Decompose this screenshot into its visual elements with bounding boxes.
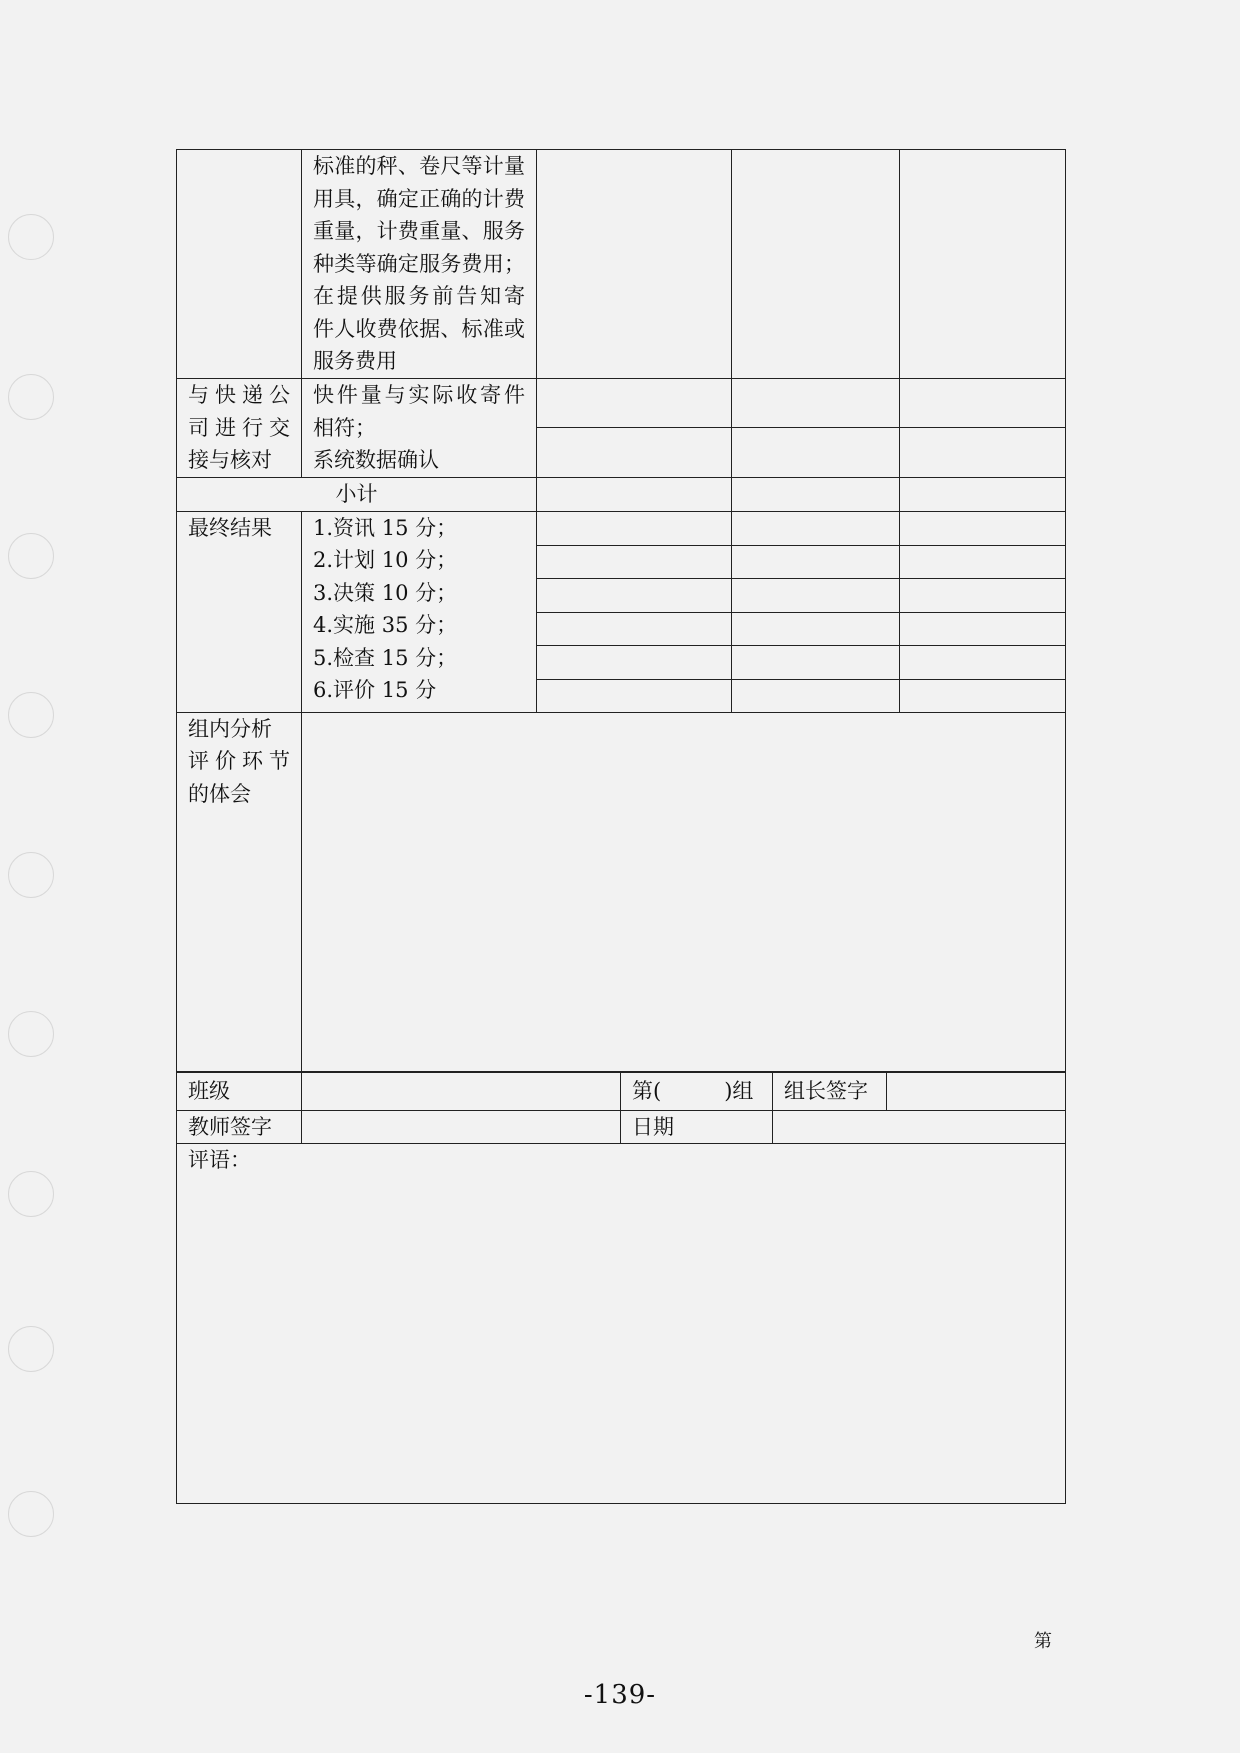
binder-hole — [8, 852, 54, 898]
item-label-line: 与快递公 — [188, 383, 290, 407]
criteria-line: 种类等确定服务费用； — [313, 251, 525, 276]
criteria-line: 重量，计费重量、服务 — [313, 219, 525, 243]
criteria-line: 系统数据确认 — [313, 448, 439, 472]
score-cell[interactable] — [537, 679, 732, 712]
page-number: -139- — [583, 1680, 657, 1710]
table-row — [177, 150, 1066, 379]
date-field[interactable] — [773, 1111, 1066, 1144]
final-items-cell — [302, 511, 537, 712]
final-item: 3.决策 10 分； — [313, 580, 458, 605]
final-item: 1.资讯 15 分； — [313, 515, 458, 540]
score-cell[interactable] — [732, 545, 900, 578]
reflection-label-line: 评价环节 — [188, 749, 290, 773]
binder-hole — [8, 1326, 54, 1372]
score-cell[interactable] — [537, 379, 732, 428]
score-cell[interactable] — [537, 578, 732, 612]
item-label-line: 司进行交 — [188, 415, 290, 440]
empty-cell[interactable] — [177, 150, 302, 379]
leader-sign-field[interactable] — [887, 1072, 1066, 1111]
final-item: 6.评价 15 分 — [313, 678, 437, 702]
binder-hole — [8, 533, 54, 579]
reflection-label-line: 组内分析 — [188, 716, 272, 741]
binder-hole — [8, 374, 54, 420]
criteria-line: 服务费用 — [313, 349, 397, 373]
comment-label: 评语： — [188, 1148, 251, 1172]
criteria-line: 件人收费依据、标准或 — [313, 316, 525, 341]
score-cell[interactable] — [537, 150, 732, 379]
criteria-cell — [302, 379, 537, 478]
comment-area[interactable] — [177, 1144, 1066, 1504]
score-cell[interactable] — [732, 679, 900, 712]
date-label: 日期 — [621, 1111, 773, 1144]
binder-hole — [8, 692, 54, 738]
table-row — [177, 1111, 1066, 1144]
reflection-label — [177, 712, 302, 1072]
item-label-line: 接与核对 — [188, 448, 272, 472]
binder-hole — [8, 1491, 54, 1537]
final-item: 4.实施 35 分； — [313, 613, 458, 637]
score-cell[interactable] — [537, 545, 732, 578]
criteria-line: 相符； — [313, 415, 376, 440]
reflection-input-area[interactable] — [302, 712, 1066, 1072]
score-cell[interactable] — [900, 379, 1066, 428]
score-cell[interactable] — [900, 545, 1066, 578]
final-item: 2.计划 10 分； — [313, 548, 458, 572]
score-cell[interactable] — [537, 645, 732, 679]
criteria-line: 标准的秤、卷尺等计量 — [313, 154, 525, 178]
binder-hole — [8, 1011, 54, 1057]
score-cell[interactable] — [900, 578, 1066, 612]
score-cell[interactable] — [537, 511, 732, 545]
score-cell[interactable] — [732, 150, 900, 379]
binder-hole — [8, 214, 54, 260]
table-row — [177, 1072, 1066, 1111]
comment-row — [177, 1144, 1066, 1504]
criteria-line: 在提供服务前告知寄 — [313, 284, 525, 308]
score-cell[interactable] — [900, 679, 1066, 712]
teacher-sign-label: 教师签字 — [177, 1111, 302, 1144]
group-number-field[interactable]: 第( )组 — [621, 1072, 773, 1111]
score-cell[interactable] — [900, 612, 1066, 645]
score-cell[interactable] — [732, 578, 900, 612]
subtotal-label: 小计 — [177, 478, 537, 512]
criteria-line: 快件量与实际收寄件 — [313, 383, 525, 407]
table-row — [177, 379, 1066, 428]
criteria-line: 用具，确定正确的计费 — [313, 186, 525, 211]
score-cell[interactable] — [537, 428, 732, 478]
item-label-cell — [177, 379, 302, 478]
score-cell[interactable] — [732, 379, 900, 428]
final-item: 5.检查 15 分； — [313, 645, 458, 670]
score-cell[interactable] — [900, 511, 1066, 545]
subtotal-row — [177, 478, 1066, 512]
page-corner-text: 第 — [1034, 1631, 1052, 1652]
score-cell[interactable] — [732, 511, 900, 545]
score-cell[interactable] — [732, 428, 900, 478]
reflection-row — [177, 712, 1066, 1072]
score-cell[interactable] — [900, 428, 1066, 478]
score-cell[interactable] — [900, 478, 1066, 512]
class-field[interactable] — [302, 1072, 621, 1111]
score-cell[interactable] — [537, 612, 732, 645]
score-cell[interactable] — [732, 612, 900, 645]
leader-sign-label: 组长签字 — [773, 1072, 887, 1111]
teacher-sign-field[interactable] — [302, 1111, 621, 1144]
criteria-cell — [302, 150, 537, 379]
reflection-label-line: 的体会 — [188, 781, 251, 806]
score-cell[interactable] — [900, 150, 1066, 379]
table-row — [177, 511, 1066, 545]
score-cell[interactable] — [732, 645, 900, 679]
evaluation-table — [176, 149, 1066, 1073]
final-result-label: 最终结果 — [177, 511, 302, 712]
score-cell[interactable] — [732, 478, 900, 512]
signature-table — [176, 1071, 1066, 1504]
class-label: 班级 — [177, 1072, 302, 1111]
score-cell[interactable] — [537, 478, 732, 512]
score-cell[interactable] — [900, 645, 1066, 679]
binder-hole — [8, 1171, 54, 1217]
